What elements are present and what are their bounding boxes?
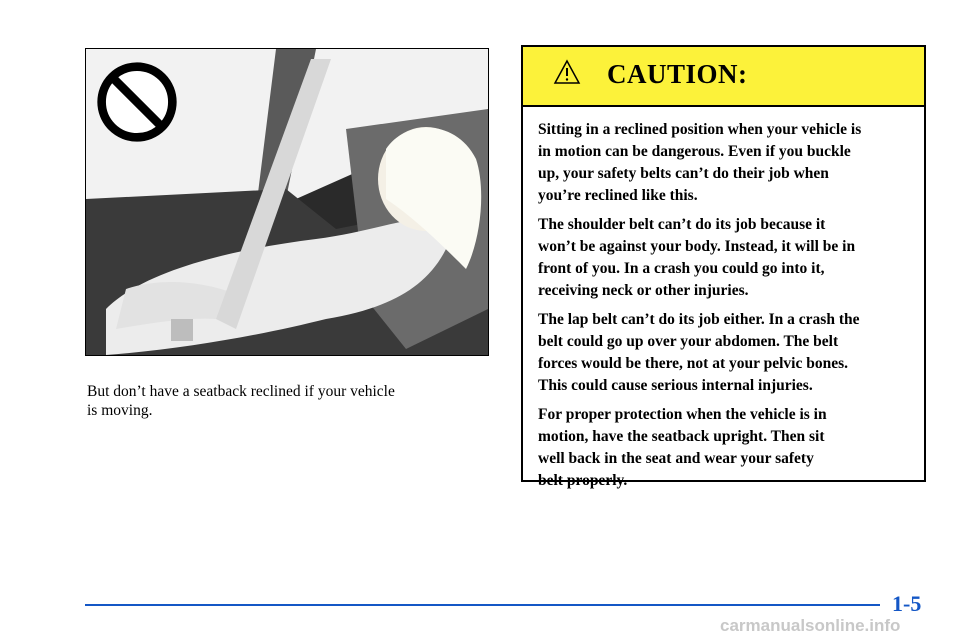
caution-paragraph: Sitting in a reclined position when your vehicle is in motion can be dangerous. Even if you buckle up, your safety belts can’t do their job when you’re reclined like this. (538, 121, 862, 204)
caution-title: CAUTION: (607, 59, 748, 89)
caution-paragraph: The lap belt can’t do its job either. In a crash the belt could go up over your abdomen. The belt forces would be there, not at your pelvic bones. This could cause serious internal injuries. (538, 311, 860, 394)
no-symbol-icon (94, 59, 180, 145)
watermark: carmanualsonline.info (720, 616, 901, 635)
footer-divider (85, 604, 880, 606)
body-paragraph: But don’t have a seatback reclined if your vehicle is moving. (87, 383, 395, 419)
page-number: 1-5 (892, 591, 922, 616)
caution-header (523, 47, 924, 107)
caution-paragraph: For proper protection when the vehicle is in motion, have the seatback upright. Then sit well back in the seat and wear your safety belt properly. (538, 406, 827, 489)
caution-box (521, 45, 926, 489)
reclined-seat-illustration (85, 48, 489, 356)
caution-paragraph: The shoulder belt can’t do its job because it won’t be against your body. Instead, it will be in front of you. In a crash you could go into it, receiving neck or other injuries. (538, 216, 856, 299)
warning-triangle-icon (553, 59, 581, 85)
caution-body (523, 107, 924, 492)
